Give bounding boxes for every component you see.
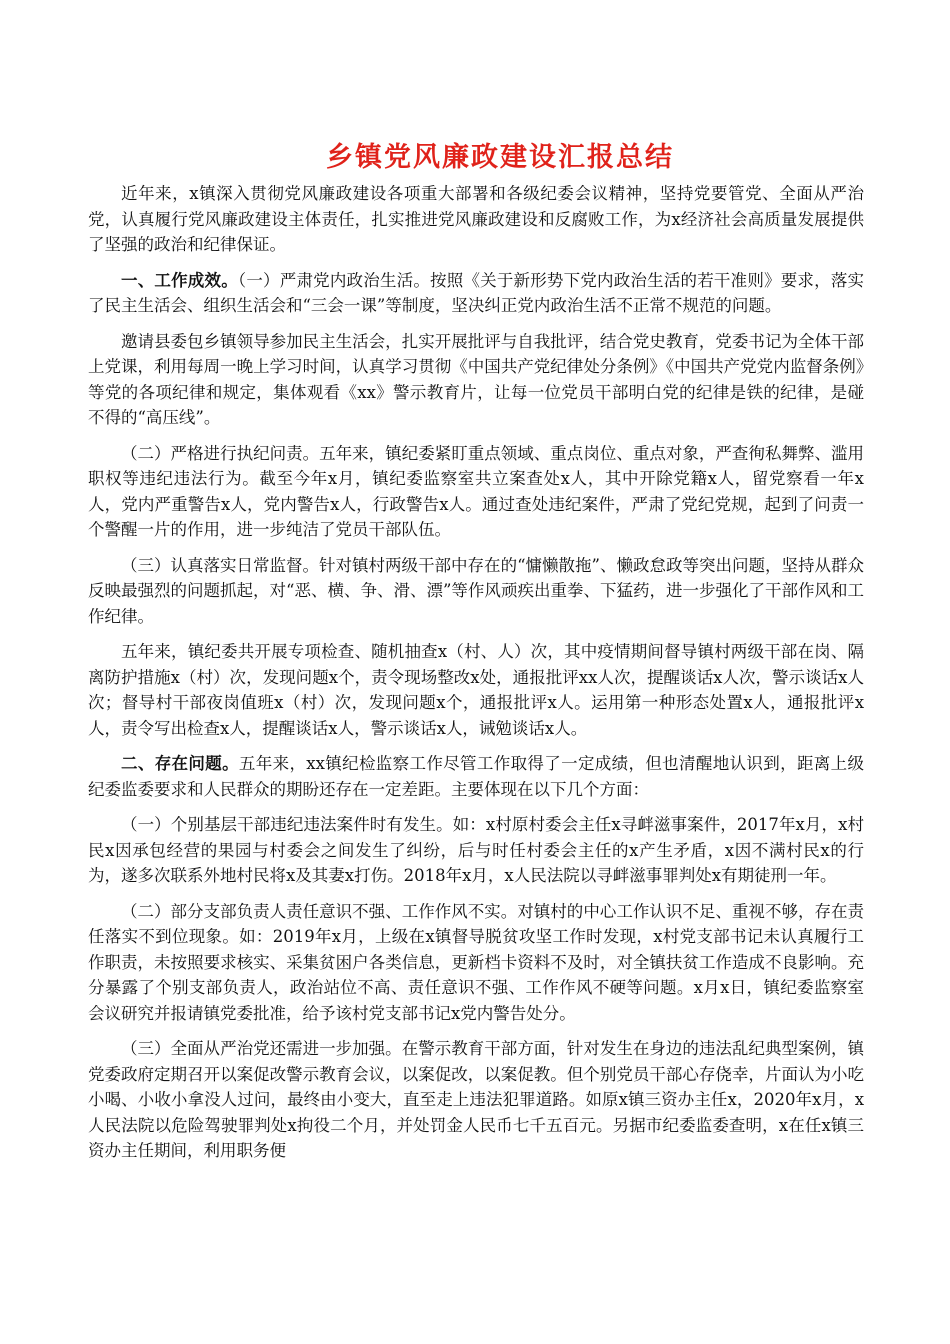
paragraph-body bbox=[88, 553, 864, 630]
paragraph-text: （三）全面从严治党还需进一步加强。在警示教育干部方面，针对发生在身边的违法乱纪典型案例，镇党委政府定期召开以案促改警示教育会议，以案促改，以案促教。但个别党员干部心存侥幸，片面认为小吃小喝、小收小拿没人过问，最终由小变大，直至走上违法犯罪道路。如原x镇三资办主任x，2020年x月，x人民法院以危险驾驶罪判处x拘役二个月，并处罚金人民币七千五百元。另据市纪委监委查明，x在任x镇三资办主任期间，利用职务便 bbox=[88, 1039, 864, 1160]
paragraph-text: （三）认真落实日常监督。针对镇村两级干部中存在的“慵懒散拖”、懒政怠政等突出问题，坚持从群众反映最强烈的问题抓起，对“恶、横、争、滑、漂”等作风顽疾出重拳、下猛药，进一步强化了干部作风和工作纪律。 bbox=[88, 555, 864, 626]
paragraph-text: （一）个别基层干部违纪违法案件时有发生。如：x村原村委会主任x寻衅滋事案件，2017年x月，x村民x因承包经营的果园与村委会之间发生了纠纷，后与时任村委会主任的x产生矛盾，x因不满村民x的行为，遂多次联系外地村民将x及其妻x打伤。2018年x月，x人民法院以寻衅滋事罪判处x有期徒刑一年。 bbox=[88, 815, 864, 885]
paragraph-body bbox=[88, 441, 864, 543]
paragraph-text: （二）部分支部负责人责任意识不强、工作作风不实。对镇村的中心工作认识不足、重视不够，存在责任落实不到位现象。如：2019年x月，上级在x镇督导脱贫攻坚工作时发现，x村党支部书记未认真履行工作职责，未按照要求核实、采集贫困户各类信息，更新档卡资料不及时，对全镇扶贫工作造成不良影响。充分暴露了个别支部负责人，政治站位不高、责任意识不强、工作作风不硬等问题。x月x日，镇纪委监察室会议研究并报请镇党委批准，给予该村党支部书记x党内警告处分。 bbox=[88, 901, 864, 1023]
section-heading: 一、工作成效。 bbox=[121, 270, 238, 290]
paragraph-body bbox=[88, 899, 864, 1027]
paragraph-section-2 bbox=[88, 751, 864, 802]
paragraph-body bbox=[88, 812, 864, 889]
paragraph-section-1 bbox=[88, 268, 864, 319]
paragraph-text: 邀请县委包乡镇领导参加民主生活会，扎实开展批评与自我批评，结合党史教育，党委书记为全体干部上党课，利用每周一晚上学习时间，认真学习贯彻《中国共产党纪律处分条例》《中国共产党党内监督条例》等党的各项纪律和规定，集体观看《xx》警示教育片，让每一位党员干部明白党的纪律是铁的纪律，是碰不得的“高压线”。 bbox=[88, 331, 864, 427]
section-heading: 二、存在问题。 bbox=[121, 754, 239, 773]
paragraph-intro bbox=[88, 181, 864, 258]
document-title: 乡镇党风廉政建设汇报总结 bbox=[326, 142, 674, 173]
paragraph-text: （二）严格进行执纪问责。五年来，镇纪委紧盯重点领域、重点岗位、重点对象，严查徇私舞弊、滥用职权等违纪违法行为。截至今年x月，镇纪委监察室共立案查处x人，其中开除党籍x人，留党察看一年x人，党内严重警告x人，党内警告x人，行政警告x人。通过查处违纪案件，严肃了党纪党规，起到了问责一个警醒一片的作用，进一步纯洁了党员干部队伍。 bbox=[88, 443, 864, 539]
paragraph-text: 近年来，x镇深入贯彻党风廉政建设各项重大部署和各级纪委会议精神，坚持党要管党、全面从严治党，认真履行党风廉政建设主体责任，扎实推进党风廉政建设和反腐败工作，为x经济社会高质量发展提供了坚强的政治和纪律保证。 bbox=[88, 184, 864, 254]
paragraph-body bbox=[88, 639, 864, 741]
document-body bbox=[88, 181, 864, 1174]
paragraph-body bbox=[88, 1036, 864, 1164]
paragraph-text: 五年来，xx镇纪检监察工作尽管工作取得了一定成绩，但也清醒地认识到，距离上级纪委监委要求和人民群众的期盼还存在一定差距。主要体现在以下几个方面： bbox=[88, 754, 864, 799]
paragraph-text: 五年来，镇纪委共开展专项检查、随机抽查x（村、人）次，其中疫情期间督导镇村两级干部在岗、隔离防护措施x（村）次，发现问题x个，责令现场整改x处，通报批评xx人次，提醒谈话x人次，警示谈话x人次；督导村干部夜岗值班x（村）次，发现问题x个，通报批评x人。运用第一种形态处置x人，通报批评x人，责令写出检查x人，提醒谈话x人，警示谈话x人，诫勉谈话x人。 bbox=[88, 642, 864, 738]
paragraph-body bbox=[88, 329, 864, 431]
paragraph-text: （一）严肃党内政治生活。按照《关于新形势下党内政治生活的若干准则》要求，落实了民主生活会、组织生活会和“三会一课”等制度，坚决纠正党内政治生活不正常不规范的问题。 bbox=[88, 270, 865, 315]
